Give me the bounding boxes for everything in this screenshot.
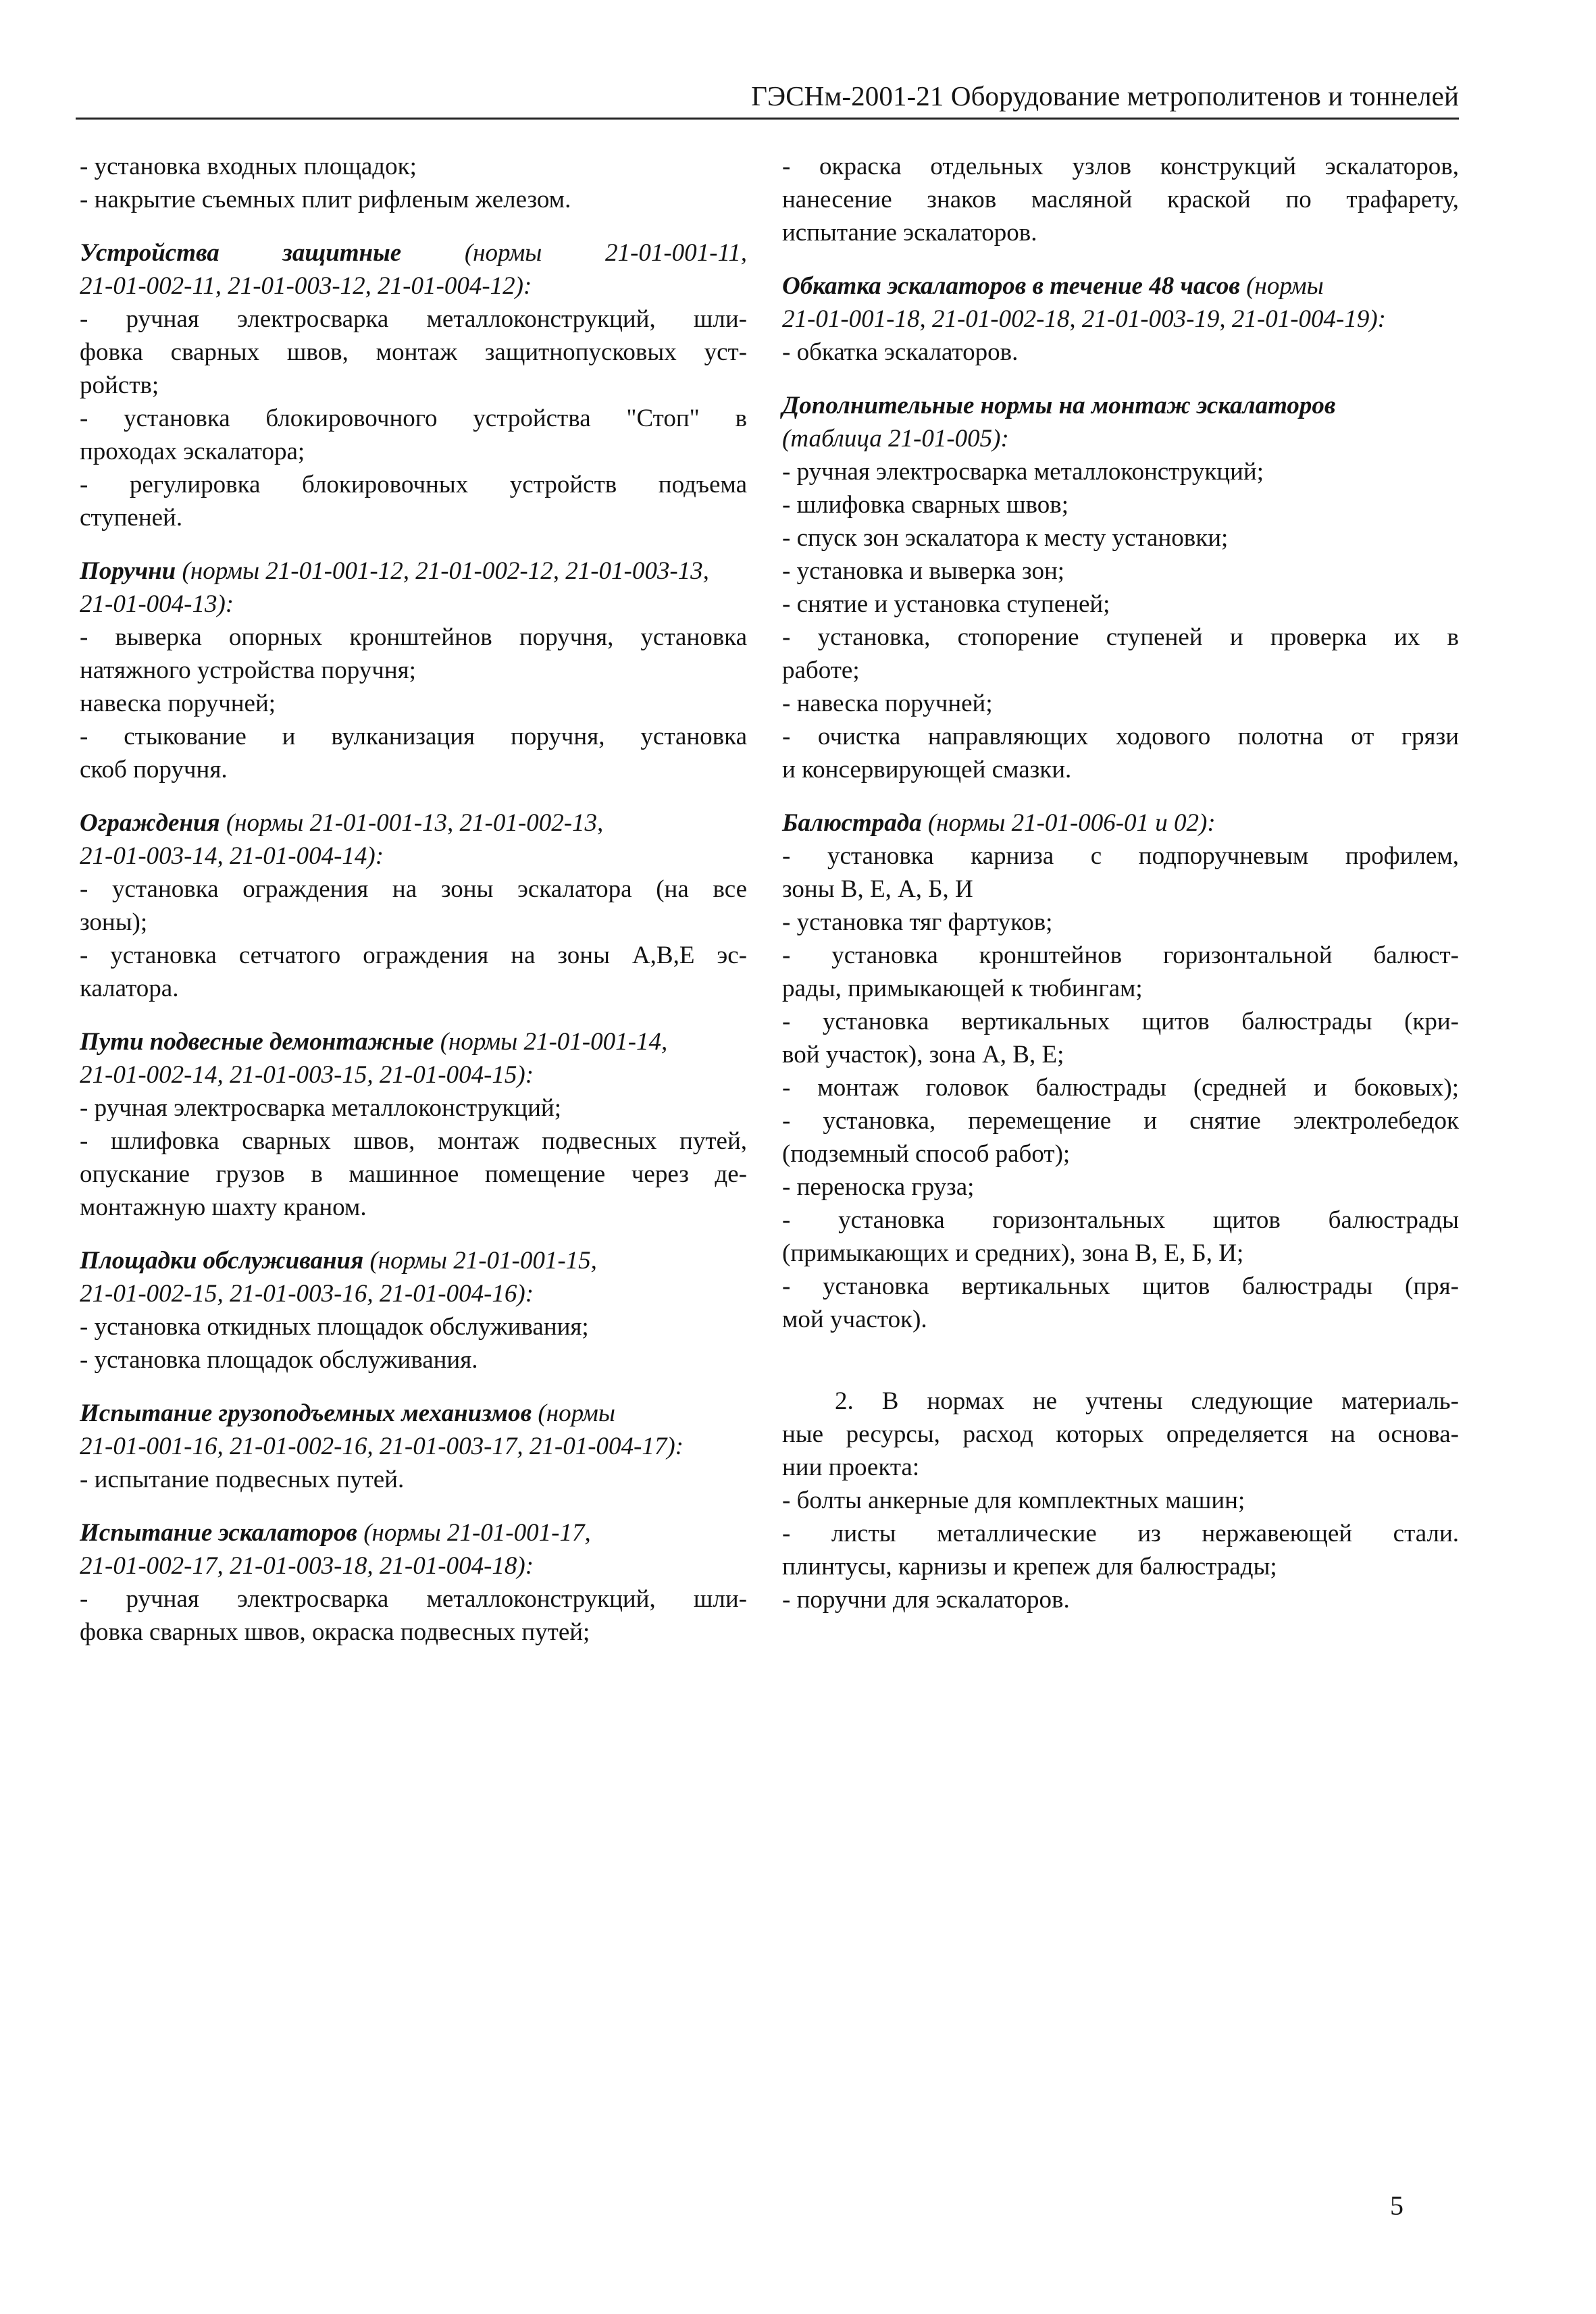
running-header: ГЭСНм-2001-21 Оборудование метрополитенов и тоннелей: [751, 80, 1459, 111]
text-line: - установка и выверка зон;: [782, 557, 1065, 585]
section-norms-continued: 21-01-003-14, 21-01-004-14):: [80, 842, 384, 870]
section-balustrade: [782, 806, 1459, 1336]
text-line: - поручни для эскалаторов.: [782, 1586, 1070, 1614]
text-line: - монтаж головок балюстрады (средней и боковых);: [782, 1074, 1459, 1102]
section-norms-continued: (таблица 21-01-005):: [782, 425, 1009, 453]
text-line: работе;: [782, 657, 860, 684]
text-line: - ручная электросварка металлоконструкций;: [782, 458, 1264, 486]
text-line: - установка ограждения на зоны эскалатора (на все: [80, 875, 747, 903]
text-line: - стыкование и вулканизация поручня, установка: [80, 723, 747, 750]
page-number: 5: [1390, 2190, 1404, 2221]
text-line: ройств;: [80, 371, 159, 399]
text-line: зоны В, Е, А, Б, И: [782, 875, 973, 903]
text-line: - установка тяг фартуков;: [782, 908, 1053, 936]
section-heading: Ограждения: [80, 809, 220, 837]
section-lifting-test: [80, 1397, 747, 1496]
text-line: - ручная электросварка металлоконструкций, шли-: [80, 305, 747, 333]
text-line: - установка карниза с подпоручневым профилем,: [782, 842, 1459, 870]
text-line: и консервирующей смазки.: [782, 756, 1072, 783]
section-handrails: [80, 555, 747, 786]
section-additional-norms: [782, 389, 1459, 786]
section-heading: Обкатка эскалаторов в течение 48 часов: [782, 272, 1240, 300]
text-line: - установка откидных площадок обслуживания;: [80, 1313, 589, 1341]
text-line: - установка горизонтальных щитов балюстрады: [782, 1206, 1459, 1234]
text-line: - накрытие съемных плит рифленым железом.: [80, 186, 571, 213]
section-norms: (нормы 21-01-006-01 и 02):: [927, 809, 1216, 837]
section-escalator-run-in: [782, 269, 1459, 369]
section-heading: Устройства защитные: [80, 239, 402, 267]
text-line: - выверка опорных кронштейнов поручня, установка: [80, 623, 747, 651]
section-heading: Площадки обслуживания: [80, 1247, 364, 1275]
section-norms-continued: 21-01-002-11, 21-01-003-12, 21-01-004-12):: [80, 272, 532, 300]
text-line: ступеней.: [80, 504, 183, 532]
text-line: зоны);: [80, 908, 148, 936]
text-line: - установка, перемещение и снятие электролебедок: [782, 1107, 1459, 1135]
text-line: - спуск зон эскалатора к месту установки;: [782, 524, 1229, 552]
text-line: рады, примыкающей к тюбингам;: [782, 975, 1143, 1002]
section-norms: (нормы 21-01-001-17,: [363, 1519, 591, 1547]
text-line: скоб поручня.: [80, 756, 228, 783]
section-heading: Пути подвесные демонтажные: [80, 1028, 434, 1056]
text-line: - переноска груза;: [782, 1173, 975, 1201]
text-line: - очистка направляющих ходового полотна от грязи: [782, 723, 1459, 750]
section-norms-continued: 21-01-002-14, 21-01-003-15, 21-01-004-15):: [80, 1061, 534, 1089]
section-norms-continued: 21-01-002-15, 21-01-003-16, 21-01-004-16):: [80, 1280, 534, 1308]
text-line: вой участок), зона А, В, Е;: [782, 1041, 1064, 1069]
text-line: (подземный способ работ);: [782, 1140, 1071, 1168]
section-heading: Испытание эскалаторов: [80, 1519, 357, 1547]
left-column: [80, 150, 747, 1649]
text-line: - установка вертикальных щитов балюстрады (пря-: [782, 1272, 1459, 1300]
section-heading: Поручни: [80, 557, 176, 585]
section-service-platforms: [80, 1244, 747, 1377]
right-column: [782, 150, 1459, 1616]
note-unaccounted-resources: [782, 1385, 1459, 1616]
section-norms: (нормы 21-01-001-15,: [369, 1247, 597, 1275]
text-line: - установка вертикальных щитов балюстрады (кри-: [782, 1008, 1459, 1035]
section-heading-line: [80, 1397, 747, 1430]
section-heading-line: [782, 269, 1459, 303]
section-heading-line: [80, 555, 747, 588]
text-line: испытание эскалаторов.: [782, 219, 1037, 247]
section-norms: (нормы: [538, 1399, 615, 1427]
text-line: монтажную шахту краном.: [80, 1193, 367, 1221]
section-norms-continued: 21-01-002-17, 21-01-003-18, 21-01-004-18):: [80, 1552, 534, 1580]
text-line: - испытание подвесных путей.: [80, 1466, 405, 1493]
text-line: навеска поручней;: [80, 690, 276, 717]
text-line: проходах эскалатора;: [80, 438, 305, 465]
text-line: ные ресурсы, расход которых определяется на основа-: [782, 1420, 1459, 1448]
text-line: - снятие и установка ступеней;: [782, 590, 1110, 618]
section-norms: (нормы 21-01-001-11,: [464, 239, 747, 267]
text-line: - ручная электросварка металлоконструкций;: [80, 1094, 561, 1122]
text-line: плинтусы, карнизы и крепеж для балюстрады;: [782, 1553, 1277, 1580]
text-line: - навеска поручней;: [782, 690, 993, 717]
text-line: - установка площадок обслуживания.: [80, 1346, 478, 1374]
text-line: фовка сварных швов, монтаж защитнопусковых уст-: [80, 338, 747, 366]
section-norms-continued: 21-01-001-16, 21-01-002-16, 21-01-003-17, 21-01-004-17):: [80, 1433, 684, 1460]
text-line: фовка сварных швов, окраска подвесных путей;: [80, 1618, 590, 1646]
text-line: мой участок).: [782, 1306, 927, 1333]
section-heading-line: [80, 806, 747, 840]
text-line: натяжного устройства поручня;: [80, 657, 416, 684]
text-line: - болты анкерные для комплектных машин;: [782, 1487, 1245, 1514]
header-rule: [76, 118, 1459, 120]
text-line: - шлифовка сварных швов, монтаж подвесных путей,: [80, 1127, 747, 1155]
section-norms-continued: 21-01-001-18, 21-01-002-18, 21-01-003-19, 21-01-004-19):: [782, 305, 1386, 333]
section-norms: (нормы 21-01-001-14,: [440, 1028, 668, 1056]
section-heading: Испытание грузоподъемных механизмов: [80, 1399, 532, 1427]
text-line: калатора.: [80, 975, 179, 1002]
text-line: (примыкающих и средних), зона В, Е, Б, И;: [782, 1239, 1244, 1267]
section-norms: (нормы 21-01-001-12, 21-01-002-12, 21-01-003-13,: [182, 557, 709, 585]
section-heading-line: [80, 236, 747, 269]
section-norms: (нормы: [1246, 272, 1324, 300]
text-line: - установка кронштейнов горизонтальной балюст-: [782, 942, 1459, 969]
section-suspended-rails: [80, 1025, 747, 1224]
section-heading-line: [80, 1244, 747, 1277]
section-protective-devices: [80, 236, 747, 534]
section-heading: Дополнительные нормы на монтаж эскалаторов: [782, 392, 1336, 419]
text-line: - установка входных площадок;: [80, 153, 417, 180]
section-norms-continued: 21-01-004-13):: [80, 590, 234, 618]
text-line: - установка сетчатого ограждения на зоны А,В,Е эс-: [80, 942, 747, 969]
text-line: - окраска отдельных узлов конструкций эскалаторов,: [782, 153, 1459, 180]
section-heading: Балюстрада: [782, 809, 922, 837]
text-line: - регулировка блокировочных устройств подъема: [80, 471, 747, 498]
text-line: - установка блокировочного устройства "Стоп" в: [80, 405, 747, 432]
text-line: - установка, стопорение ступеней и проверка их в: [782, 623, 1459, 651]
text-line: опускание грузов в машинное помещение через де-: [80, 1160, 747, 1188]
section-heading-line: [782, 806, 1459, 840]
text-line: 2. В нормах не учтены следующие материаль-: [835, 1387, 1459, 1415]
text-line: - шлифовка сварных швов;: [782, 491, 1069, 519]
text-line: нанесение знаков масляной краской по трафарету,: [782, 186, 1459, 213]
section-fencing: [80, 806, 747, 1005]
section-heading-line: [782, 389, 1459, 422]
section-heading-line: [80, 1025, 747, 1058]
section-escalator-test: [80, 1516, 747, 1649]
section-heading-line: [80, 1516, 747, 1549]
text-line: - ручная электросварка металлоконструкций, шли-: [80, 1585, 747, 1613]
section-norms: (нормы 21-01-001-13, 21-01-002-13,: [226, 809, 604, 837]
text-line: - листы металлические из нержавеющей стали.: [782, 1520, 1459, 1547]
text-line: - обкатка эскалаторов.: [782, 338, 1019, 366]
text-line: нии проекта:: [782, 1454, 920, 1481]
